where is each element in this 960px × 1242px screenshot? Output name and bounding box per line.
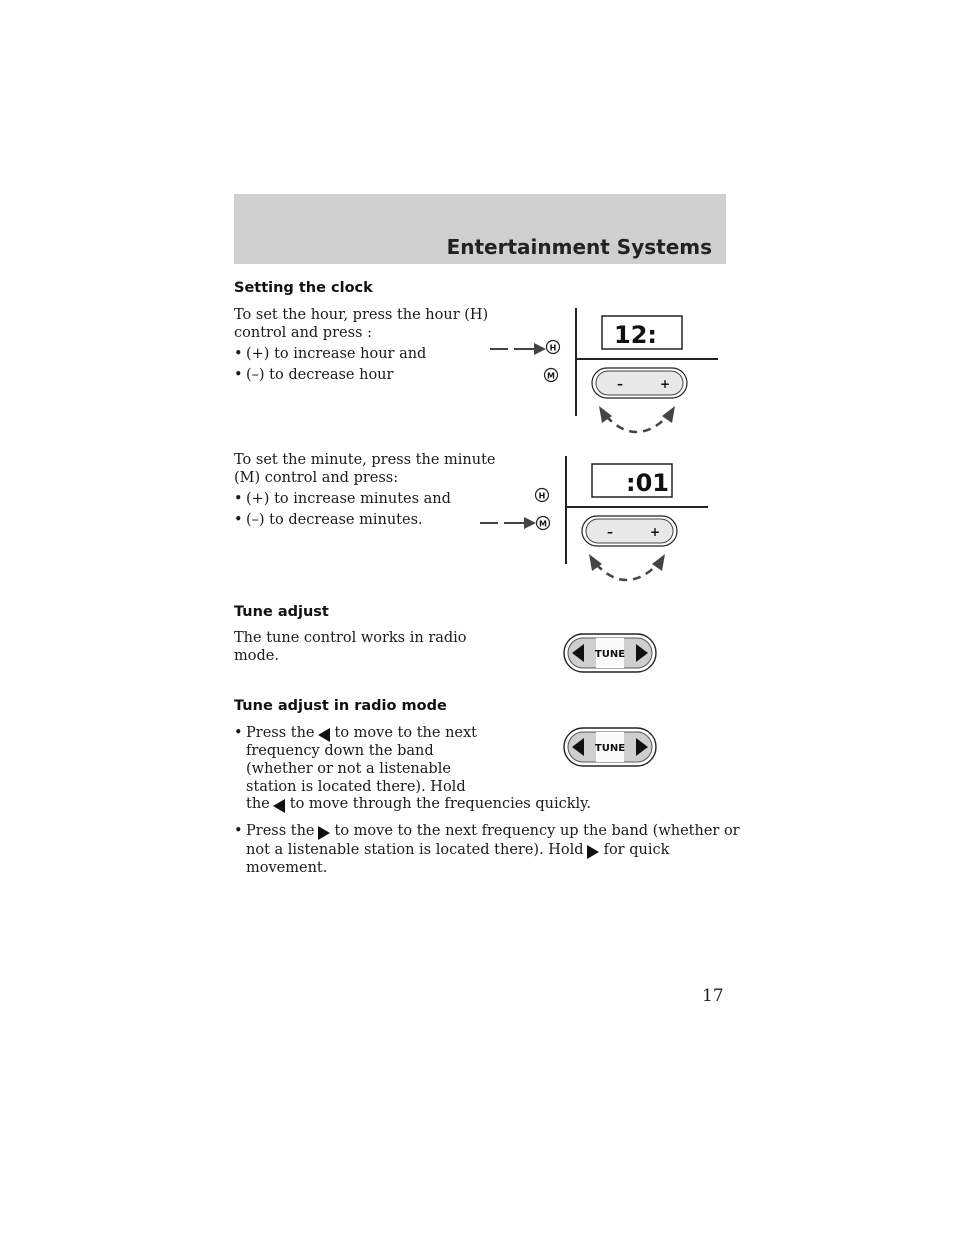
clock-heading: Setting the clock — [234, 280, 373, 296]
minus-label: – — [617, 377, 623, 391]
h-label: H — [538, 491, 546, 501]
hour-intro-line-2: control and press : — [234, 325, 372, 341]
plus-label: + — [649, 525, 661, 539]
seek-up-icon — [317, 825, 331, 841]
page-number: 17 — [702, 986, 724, 1006]
minute-intro-line-1: To set the minute, press the minute — [234, 452, 496, 468]
tune-control-figure-2 — [562, 726, 658, 768]
tune-label: TUNE — [594, 743, 626, 754]
m-label: M — [539, 519, 547, 529]
tune-label: TUNE — [594, 649, 626, 660]
hour-intro-line-1: To set the hour, press the hour (H) — [234, 307, 489, 323]
minute-display: :01 — [626, 469, 669, 497]
seek-down-icon — [317, 727, 331, 743]
tune-radio-heading: Tune adjust in radio mode — [234, 698, 447, 714]
tune-heading: Tune adjust — [234, 604, 329, 620]
seek-up-icon — [586, 844, 600, 860]
tune-intro-line-2: mode. — [234, 648, 279, 664]
hour-setting-diagram — [480, 300, 725, 445]
seek-down-icon — [272, 798, 286, 814]
rotation-arrow — [606, 416, 668, 432]
section-title: Entertainment Systems — [446, 235, 712, 259]
header-band — [234, 194, 726, 264]
h-label: H — [549, 343, 557, 353]
minus-label: – — [607, 525, 613, 539]
m-label: M — [547, 371, 555, 381]
rotation-arrow — [596, 564, 658, 580]
minute-intro-line-2: (M) control and press: — [234, 470, 399, 486]
tune-intro-line-1: The tune control works in radio — [234, 630, 467, 646]
plus-label: + — [659, 377, 671, 391]
tune-control-figure-1 — [562, 632, 658, 674]
minute-setting-diagram — [470, 448, 715, 593]
hour-display: 12: — [614, 321, 657, 349]
